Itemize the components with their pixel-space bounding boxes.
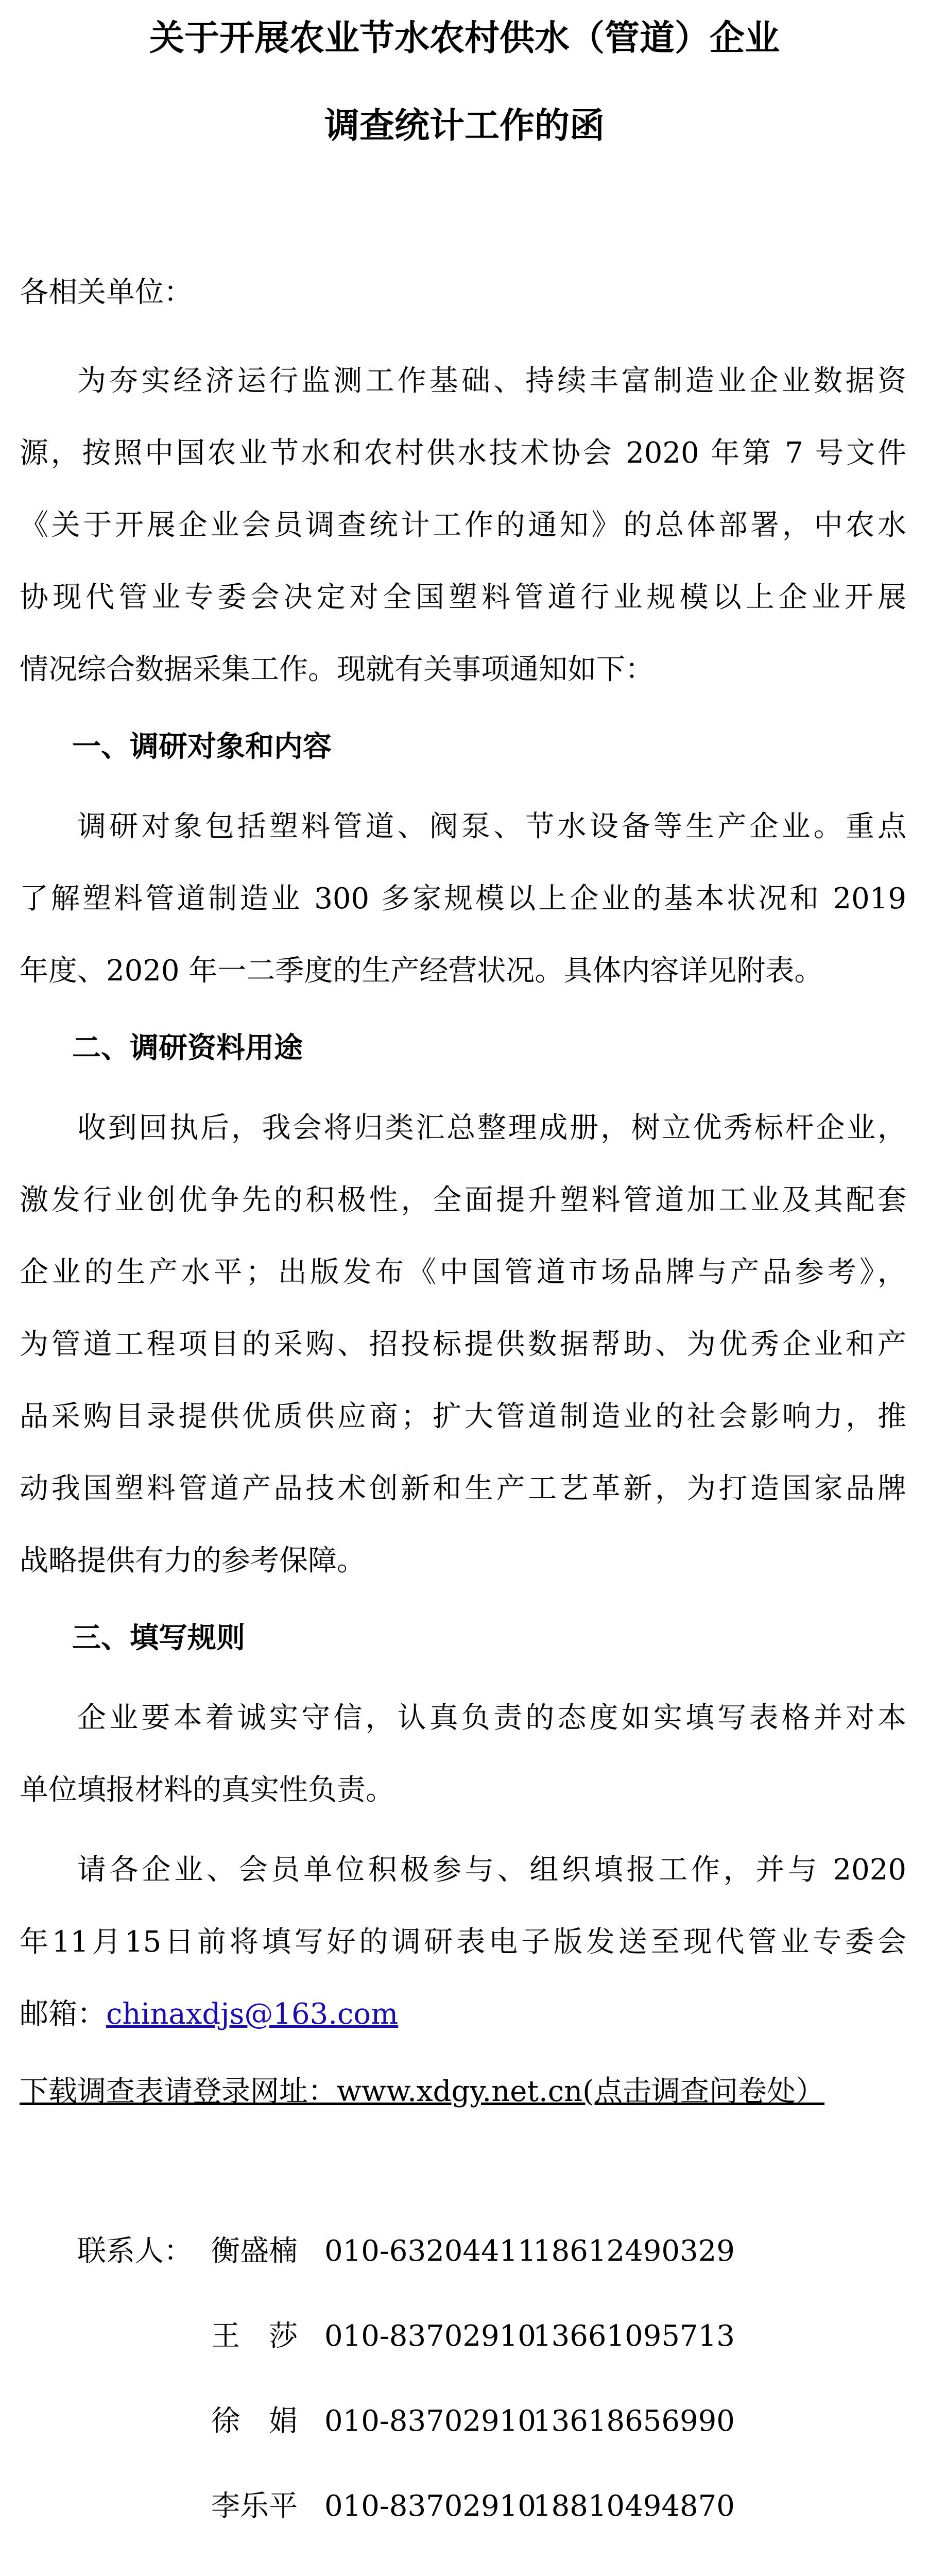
intro-line: 协现代管业专委会决定对全国塑料管道行业规模以上企业开展: [20, 581, 906, 614]
contact-name: 衡盛楠: [211, 2234, 298, 2268]
intro-line: 《关于开展企业会员调查统计工作的通知》的总体部署，中农水: [20, 509, 906, 542]
download-link[interactable]: 下载调查表请登录网址：www.xdgy.net.cn(点击调查问卷处）: [20, 2075, 825, 2108]
contact-mobile: 18612490329: [533, 2234, 735, 2268]
contact-phone: 010-83702910: [324, 2404, 536, 2438]
section-2-line: 激发行业创优争先的积极性，全面提升塑料管道加工业及其配套: [20, 1183, 906, 1217]
section-3-line: 年11月15日前将填写好的调研表电子版发送至现代管业专委会: [20, 1925, 906, 1959]
contact-mobile: 18810494870: [533, 2489, 735, 2523]
section-2-line: 品采购目录提供优质供应商；扩大管道制造业的社会影响力，推: [20, 1400, 906, 1433]
contact-name: 王 莎: [211, 2319, 298, 2353]
contact-mobile: 13618656990: [533, 2404, 735, 2438]
section-2-line: 企业的生产水平；出版发布《中国管道市场品牌与产品参考》，: [20, 1256, 906, 1289]
section-3-line: 企业要本着诚实守信，认真负责的态度如实填写表格并对本: [77, 1701, 906, 1735]
section-3-line: 单位填报材料的真实性负责。: [20, 1773, 394, 1807]
section-2-line: 动我国塑料管道产品技术创新和生产工艺革新，为打造国家品牌: [20, 1472, 906, 1505]
section-1-heading: 一、调研对象和内容: [72, 730, 332, 764]
contact-label: 联系人：: [77, 2234, 193, 2268]
section-1-line: 调研对象包括塑料管道、阀泵、节水设备等生产企业。重点: [77, 810, 906, 843]
email-label: 邮箱：: [20, 1997, 106, 2031]
intro-line: 源，按照中国农业节水和农村供水技术协会 2020 年第 7 号文件: [20, 436, 906, 470]
email-link[interactable]: chinaxdjs@163.com: [106, 1997, 399, 2031]
salutation: 各相关单位：: [20, 276, 193, 309]
section-3-heading: 三、填写规则: [72, 1621, 245, 1655]
contact-name: 徐 娟: [211, 2404, 298, 2438]
section-2-line: 收到回执后，我会将归类汇总整理成册，树立优秀标杆企业，: [77, 1111, 906, 1145]
section-1-line: 年度、2020 年一二季度的生产经营状况。具体内容详见附表。: [20, 954, 823, 988]
contact-phone: 010-63204411: [324, 2234, 536, 2268]
email-line: [20, 1994, 398, 2035]
contact-phone: 010-83702910: [324, 2319, 536, 2353]
contact-phone: 010-83702910: [324, 2489, 536, 2523]
contact-mobile: 13661095713: [533, 2319, 735, 2353]
document-title-line-2: 调查统计工作的函: [324, 106, 605, 146]
intro-line: 情况综合数据采集工作。现就有关事项通知如下：: [20, 653, 654, 686]
document-title-line-1: 关于开展农业节水农村供水（管道）企业: [149, 18, 780, 59]
intro-line: 为夯实经济运行监测工作基础、持续丰富制造业企业数据资: [77, 364, 906, 398]
section-1-line: 了解塑料管道制造业 300 多家规模以上企业的基本状况和 2019: [20, 882, 906, 916]
section-3-line: 请各企业、会员单位积极参与、组织填报工作，并与 2020: [77, 1853, 906, 1887]
section-2-line: 为管道工程项目的采购、招投标提供数据帮助、为优秀企业和产: [20, 1328, 906, 1361]
section-2-heading: 二、调研资料用途: [72, 1031, 303, 1065]
section-2-line: 战略提供有力的参考保障。: [20, 1544, 366, 1578]
contact-name: 李乐平: [211, 2489, 298, 2523]
